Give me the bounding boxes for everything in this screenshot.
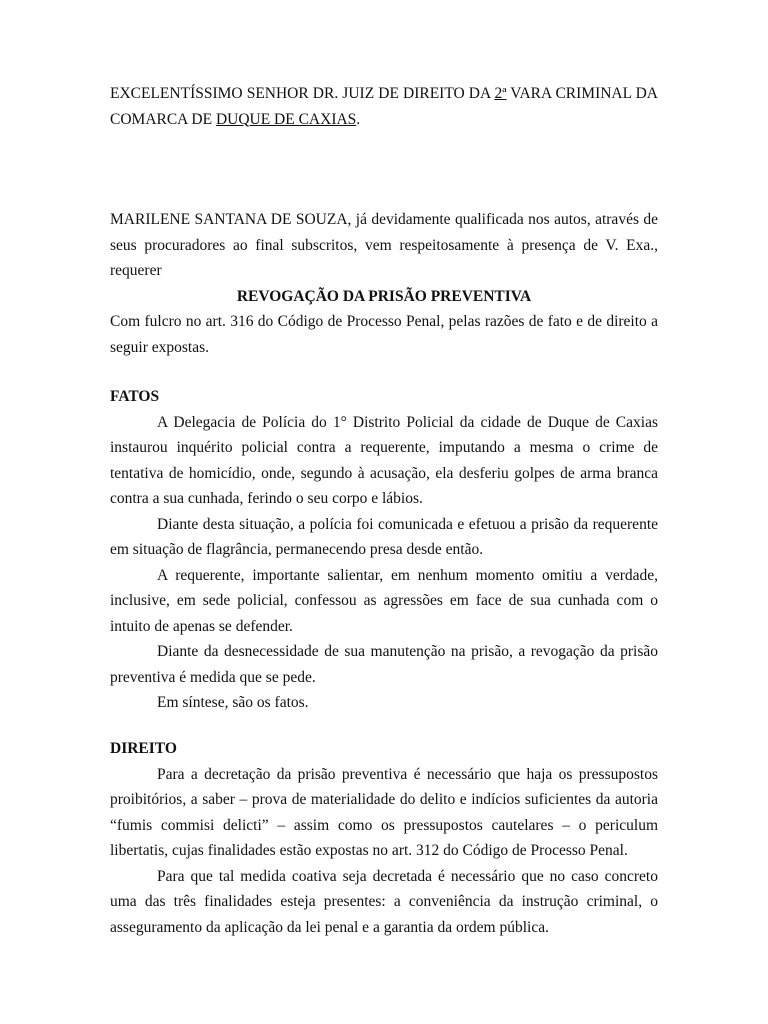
fatos-paragraph-2: Diante desta situação, a polícia foi comunicada e efetuou a prisão da requerente em situação de flagrância, permanecendo presa desde então. (110, 515, 658, 558)
intro-paragraph: MARILENE SANTANA DE SOUZA, já devidamente qualificada nos autos, através de seus procuradores ao final subscritos, vem respeitosamente à presença de V. Exa., requerer (110, 211, 658, 279)
direito-paragraph-2: Para que tal medida coativa seja decretada é necessário que no caso concreto uma das três finalidades esteja presentes: a conveniência da instrução criminal, o asseguramento da aplicação da lei penal e a garantia da ordem pública. (110, 867, 658, 936)
fatos-heading: FATOS (110, 388, 160, 405)
fatos-paragraph-4: Diante da desnecessidade de sua manutenção na prisão, a revogação da prisão preventiva é medida que se pede. (110, 643, 658, 686)
address-text (110, 81, 658, 132)
fatos-paragraph-3: A requerente, importante salientar, em nenhum momento omitiu a verdade, inclusive, em sede policial, confessou as agressões em face de sua cunhada com o intuito de apenas se defender. (110, 566, 658, 635)
address-header (110, 81, 658, 132)
direito-heading: DIREITO (110, 740, 177, 757)
address-part-3: . (356, 110, 361, 128)
direito-paragraph-1: Para a decretação da prisão preventiva é necessário que haja os pressupostos proibitórios, a saber – prova de materialidade do delito e indícios suficientes da autoria “fumis commisi delicti” – assim como os pressupostos cautelares – o periculum libertatis, cujas finalidades estão expostas no art. 312 do Código de Processo Penal. (110, 765, 658, 859)
intro-section (110, 207, 658, 360)
request-title: REVOGAÇÃO DA PRISÃO PREVENTIVA (236, 287, 532, 305)
fatos-paragraph-1: A Delegacia de Polícia do 1° Distrito Policial da cidade de Duque de Caxias instaurou inquérito policial contra a requerente, imputando a mesma o crime de tentativa de homicídio, onde, segundo à acusação, ela desferiu golpes de arma branca contra a sua cunhada, ferindo o seu corpo e lábios. (110, 413, 658, 507)
vara-number: 2ª (494, 85, 507, 102)
address-part-2: VARA CRIMINAL DA COMARCA DE (110, 85, 658, 128)
fatos-paragraph-5: Em síntese, são os fatos. (157, 694, 309, 711)
comarca-name: DUQUE DE CAXIAS (215, 110, 357, 128)
legal-basis-paragraph: Com fulcro no art. 316 do Código de Processo Penal, pelas razões de fato e de direito a seguir expostas. (110, 313, 658, 356)
fatos-section (110, 384, 658, 716)
direito-section (110, 736, 658, 940)
address-part-1: EXCELENTÍSSIMO SENHOR DR. JUIZ DE DIREITO DA (110, 85, 495, 102)
